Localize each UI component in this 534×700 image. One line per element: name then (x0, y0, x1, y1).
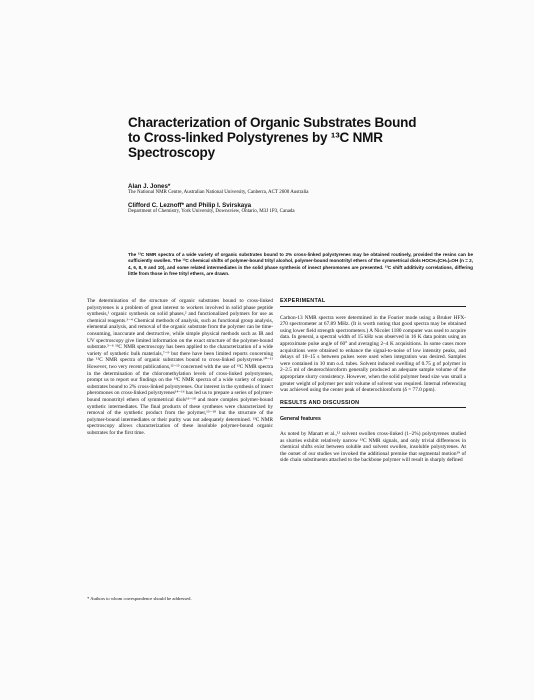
general-features-heading: General features (280, 416, 321, 423)
author-line-2: Clifford C. Leznoff* and Philip I. Svirskaya (128, 202, 252, 209)
paper-title: Characterization of Organic Substrates Bound to Cross-linked Polystyrenes by ¹³C NMR Spectroscopy (128, 115, 417, 160)
results-text: As noted by Manatt et al.,¹² solvent swollen cross-linked (1–2%) polystyrenes studied as slurries exhibit relatively narrow ¹³C NMR signals, and only trivial differences in chemical shifts exist between soluble and solvent swollen, insoluble polystyrenes. At the outset of our studies we invoked the additional premise that segmental motion¹⁹ of side chain substituents attached to the backbone polymer will result in sharply defined (280, 430, 466, 464)
abstract: The ¹³C NMR spectra of a wide variety of organic substrates bound to 2% cross-linked polystyrenes may be obtained routinely, provided the resins can be sufficiently swollen. The ¹³C chemical shifts of polymer-bound trityl alcohol, polymer-bound monotrityl ethers of the symmetrical diols HOCH₂(CH₂)ₙOH (n = 2, 4, 6, 8, 9 and 10), and some related intermediates in the solid phase synthesis of insect pheromones are presented. ¹³C shift additivity correlations, differing little from those in free trityl ethers, are drawn. (128, 252, 474, 277)
results-heading: RESULTS AND DISCUSSION (280, 400, 466, 409)
correspondence-footnote: * Authors to whom correspondence should be addressed. (87, 596, 192, 601)
experimental-text: Carbon-13 NMR spectra were determined in the Fourier mode using a Bruker HFX-270 spectrometer at 67.89 MHz. (It is worth noting that good spectra may be obtained using lower field strength spectrometers.) A Nicolet 1180 computer was used to acquire data. In general, a spectral width of 15 kHz was observed in 16 K data points using an approximate pulse angle of 60° and averaging 2–4 K acquisitions. In some cases more acquisitions were obtained to enhance the signal-to-noise of low intensity peaks, and delays of 10–15 s between pulses were used when integration was desired. Samples were contained in 10 mm o.d. tubes. Solvent induced swelling of 0.75 g of polymer in 2–2.5 ml of deuterochloroform generally produced an adequate sample volume of the appropriate slurry consistency. However, when the solid polymer bead size was small a greater weight of polymer per unit volume of solvent was required. Internal referencing was achieved using the center peak of deuterochloroform (δ = 77.0 ppm). (280, 314, 466, 394)
experimental-heading: EXPERIMENTAL (280, 298, 466, 307)
author-line-1: Alan J. Jones* (128, 183, 171, 190)
left-column (87, 298, 273, 436)
affiliation-2: Department of Chemistry, York University, Downsview, Ontario, M3J 1P3, Canada (128, 209, 295, 214)
affiliation-1: The National NMR Centre, Australian National University, Canberra, ACT 2600 Australia (128, 190, 309, 195)
introduction-text: The determination of the structure of organic substrates bound to cross-linked polystyrenes is a problem of great interest to workers involved in solid phase peptide synthesis,¹ organic synthesis on solid phases,² and functionalized polymers for use as chemical reagents.³⁻⁴ Chemical methods of analysis, such as functional group analysis, elemental analysis, and removal of the organic substrate from the polymer can be time-consuming, inaccurate and destructive, while simple physical methods such as IR and UV spectroscopy give limited information on the exact structure of the polymer-bound substrate.⁵⁻⁶ ¹³C NMR spectroscopy has been applied to the characterization of a wide variety of synthetic bulk materials,⁷⁻⁹ but there have been limited reports concerning the ¹³C NMR spectra of organic substrates bound to cross-linked polystyrene.¹⁰⁻¹¹ However, two very recent publications,¹²⁻¹³ concerned with the use of ¹³C NMR spectra in the determination of the chloromethylation levels of cross-linked polystyrenes, prompt us to report our findings on the ¹³C NMR spectra of a wide variety of organic substrates bound to 2% cross-linked polystyrenes. Our interest in the synthesis of insect pheromones on cross-linked polystyrenes¹⁴⁻¹⁶ has led us to prepare a series of polymer-bound monotrityl ethers of symmetrical diols¹⁶⁻¹⁸ and more complex polymer-bound synthetic intermediates. The final products of these syntheses were characterized by removal of the synthetic product from the polymer,¹⁵⁻¹⁸ but the structure of the polymer-bound intermediates or their purity was not adequately determined. ¹³C NMR spectroscopy allows characterization of these insoluble polymer-bound organic substrates for the first time. (87, 298, 273, 436)
right-column (280, 298, 466, 464)
